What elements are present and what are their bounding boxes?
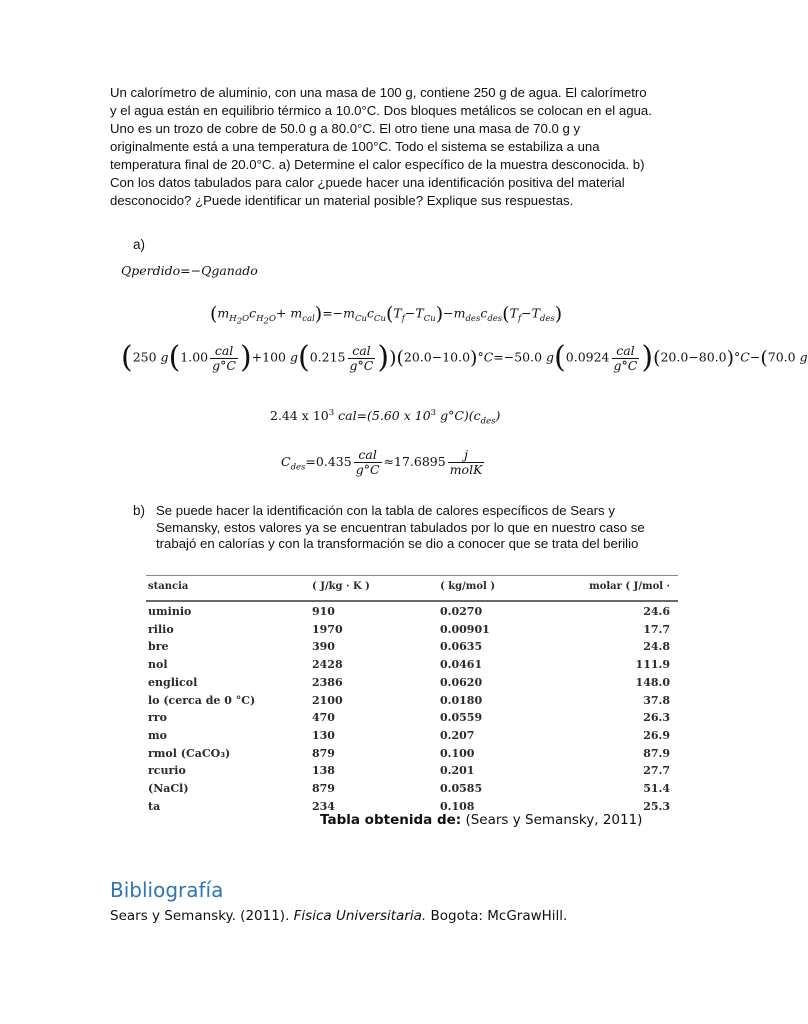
table-cell: rcurio [148,764,186,778]
table-cell: 25.3 [643,799,670,813]
table-cell: 26.3 [643,711,670,725]
table-cell: 0.108 [440,799,475,813]
table-cell: 0.100 [440,746,475,760]
part-b-text: Se puede hacer la identificación con la tabla de calores específicos de Sears y Semansky, estos valores ya se encuentran tabulados por lo que en nuestro caso se trabajó en calorías y con la transformación se dio a conocer que se trata del berilio [156,503,645,551]
table-cell: 879 [312,782,335,795]
table-row [146,674,678,692]
table-caption: Tabla obtenida de: (Sears y Semansky, 2011) [320,812,643,828]
table-cell: mo [148,728,167,742]
table-cell: rmol (CaCO₃) [148,746,231,760]
table-cell: 26.9 [643,728,670,742]
bibliography-entry: Sears y Semansky. (2011). Fisica Universitaria. Bogota: McGrawHill. [110,908,568,924]
table-cell: 0.0559 [440,711,483,725]
table-cell: (NaCl) [148,782,189,795]
table-row [146,745,678,763]
table-cell: 130 [312,728,335,742]
table-cell: 1970 [312,622,343,636]
table-cell: 2428 [312,658,343,672]
table-cell: 51.4 [643,782,670,795]
table-cell: rilio [148,622,174,636]
table-header-cell: ( J/kg · K ) [312,581,370,592]
table-row [146,709,678,727]
equation-expanded: $(m_{H_2O}c_{H_2O}+ m_{cal})=-m_{Cu}c_{Cu}(T_f-T_{Cu})-m_{des}c_{des}(T_f-T_{des})$ [210,303,563,327]
table-cell: 0.201 [440,764,475,778]
table-row [146,656,678,674]
table-row [146,780,678,798]
table-cell: 0.00901 [440,622,490,636]
table-cell: 27.7 [643,764,670,778]
table-row [146,727,678,745]
table-cell: 24.8 [643,640,670,654]
table-cell: uminio [148,605,192,618]
table-cell: 910 [312,605,335,618]
equation-simplified: 2.44 x $10^3$ cal=(5.60 x $10^3$ $g^\circ C)(c_{des})$ [270,408,501,427]
table-cell: nol [148,658,168,672]
table-cell: 0.0270 [440,605,483,618]
table-cell: 2100 [312,693,343,707]
table-cell: rro [148,711,167,725]
table-cell: 138 [312,764,335,778]
table-cell: 0.0585 [440,782,483,795]
table-cell: 0.0635 [440,640,483,654]
table-cell: 0.0461 [440,658,483,672]
table-row [146,603,678,621]
equation-heat-balance: Qperdido=−Qganado [121,263,258,278]
part-a-label: a) [133,237,146,252]
table-cell: 470 [312,711,335,725]
table-cell: 17.7 [643,622,670,636]
table-cell: 37.8 [643,693,670,707]
table-row [146,638,678,656]
table-cell: 879 [312,746,335,760]
table-header [146,575,678,602]
table-cell: 390 [312,640,335,654]
table-cell: bre [148,640,169,654]
equation-result: $C_{des}=0.435$ $\frac{\text{cal}}{g^\circ C}$ ≈17.6895 $\frac{j}{\text{molK}}$ [281,447,483,477]
table-cell: ta [148,799,161,813]
table-row [146,762,678,780]
part-b-label: b) [133,503,146,518]
table-header-cell: stancia [148,581,189,592]
table-cell: 0.0180 [440,693,483,707]
table-cell: 24.6 [643,605,670,618]
table-cell: 148.0 [635,675,670,689]
equation-substituted: (250 g(1.00 $\frac{\text{cal}}{g^\circ C}$ )+100 g(0.215 $\frac{\text{cal}}{g^\circ C}$ ))(20.0−10.0)°C=−50.0 g(0.0924 $\frac{\text{cal}}{g^\circ C}$ )(20.0−80.0)°C−(70.0 g [121,340,808,375]
table-cell: 111.9 [635,658,670,672]
bibliography-heading: Bibliografía [110,878,224,902]
table-row [146,692,678,710]
table-cell: 2386 [312,675,343,689]
table-header-cell: ( kg/mol ) [440,581,496,592]
specific-heat-table [146,575,678,815]
table-cell: 0.0620 [440,675,483,689]
table-cell: 234 [312,799,335,813]
table-header-cell: molar ( J/mol · [589,581,670,592]
problem-statement: Un calorímetro de aluminio, con una masa de 100 g, contiene 250 g de agua. El calorímetro y el agua están en equilibrio térmico a 10.0°C. Dos bloques metálicos se colocan en el agua. Uno es un trozo de cobre de 50.0 g a 80.0°C. El otro tiene una masa de 70.0 g y originalmente está a una temperatura de 100°C. Todo el sistema se estabiliza a una temperatura final de 20.0°C. a) Determine el calor específico de la muestra desconocida. b) Con los datos tabulados para calor ¿puede hacer una identificación positiva del material desconocido? ¿Puede identificar un material posible? Explique sus respuestas. [110,85,652,208]
table-row [146,621,678,639]
table-cell: 0.207 [440,728,475,742]
table-cell: 87.9 [643,746,670,760]
table-cell: lo (cerca de 0 °C) [148,693,256,707]
table-cell: englicol [148,675,198,689]
